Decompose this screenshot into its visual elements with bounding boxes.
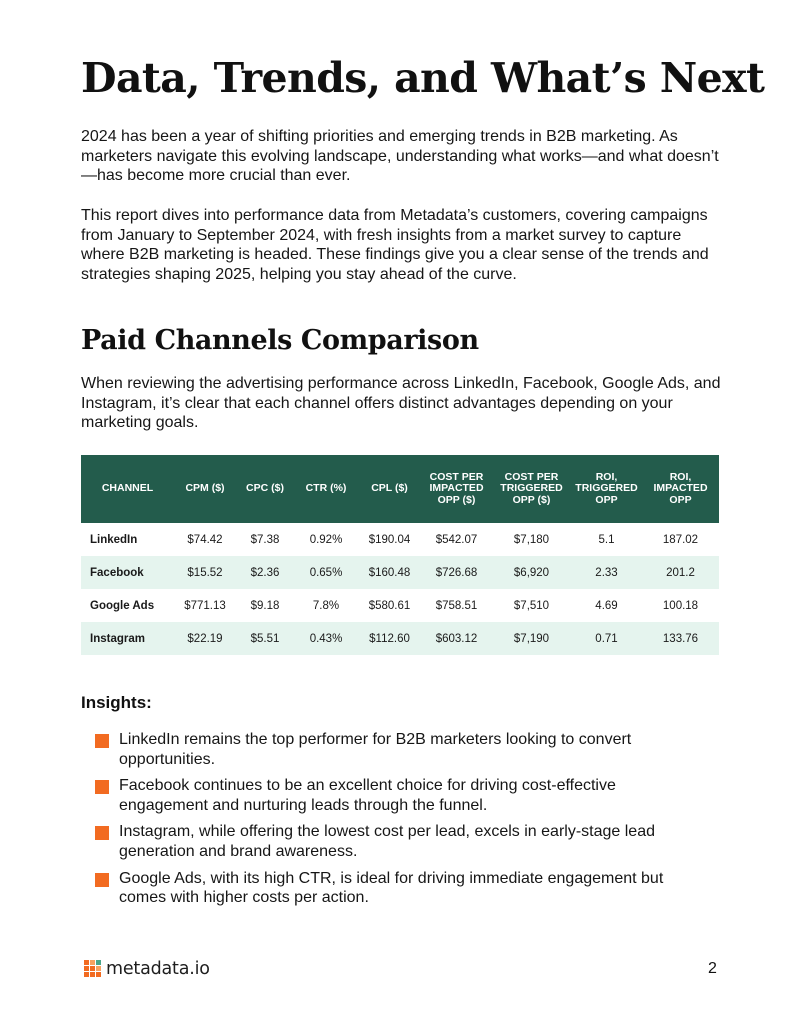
page-title: Data, Trends, and What’s Next xyxy=(81,54,765,102)
table-cell: $726.68 xyxy=(421,556,492,589)
table-header-row xyxy=(81,455,719,523)
table-cell: $7,180 xyxy=(513,533,550,546)
table-cell: 2.33 xyxy=(571,556,642,589)
list-item xyxy=(95,730,695,769)
insight-text: Google Ads, with its high CTR, is ideal for driving immediate engagement but comes with higher costs per action. xyxy=(119,869,664,907)
square-bullet-icon xyxy=(95,734,109,748)
table-cell: $542.07 xyxy=(435,533,478,546)
channel-name: Instagram xyxy=(81,622,174,655)
table-cell: 7.8% xyxy=(312,599,340,612)
channel-name: LinkedIn xyxy=(90,533,138,546)
table-cell: 187.02 xyxy=(662,533,699,546)
table-cell: $6,920 xyxy=(492,556,571,589)
table-cell: $580.61 xyxy=(368,599,411,612)
table-row xyxy=(81,556,719,589)
table-cell: $9.18 xyxy=(250,599,280,612)
table-cell: $758.51 xyxy=(435,599,478,612)
insight-text: Facebook continues to be an excellent choice for driving cost-effective engagement and nurturing leads through the funnel. xyxy=(119,777,616,814)
table-cell: 0.43% xyxy=(294,622,358,655)
paid-channels-table xyxy=(81,455,719,655)
table-cell: 0.71 xyxy=(571,622,642,655)
table-cell: 133.76 xyxy=(642,622,719,655)
column-header: ROI, IMPACTED OPP xyxy=(642,455,719,523)
table-cell: $603.12 xyxy=(421,622,492,655)
section-title: Paid Channels Comparison xyxy=(81,325,479,356)
column-header: CPC ($) xyxy=(236,455,294,523)
table-cell: $5.51 xyxy=(236,622,294,655)
page-number: 2 xyxy=(708,960,717,977)
section-intro: When reviewing the advertising performance across LinkedIn, Facebook, Google Ads, and Instagram, it’s clear that each channel offers distinct advantages depending on your marketing goals. xyxy=(81,375,721,432)
table-row xyxy=(81,622,719,655)
table-cell: 0.65% xyxy=(294,556,358,589)
table-row xyxy=(81,523,719,556)
table-row xyxy=(81,589,719,622)
list-item xyxy=(95,776,695,815)
square-bullet-icon xyxy=(95,873,109,887)
table-cell: $7.38 xyxy=(250,533,280,546)
metadata-grid-icon xyxy=(84,960,102,978)
intro-paragraph-2: This report dives into performance data from Metadata’s customers, covering campaigns from January to September 2024, with fresh insights from a market survey to capture where B2B marketing is headed. These findings give you a clear sense of the trends and strategies shaping 2025, helping you stay ahead of the curve. xyxy=(81,207,709,283)
column-header: COST PER TRIGGERED OPP ($) xyxy=(492,455,571,523)
column-header: CTR (%) xyxy=(294,455,358,523)
table-cell: 100.18 xyxy=(662,599,699,612)
insight-text: Instagram, while offering the lowest cost per lead, excels in early-stage lead generation and brand awareness. xyxy=(119,823,655,860)
table-cell: 0.92% xyxy=(309,533,343,546)
table-cell: $74.42 xyxy=(187,533,223,546)
list-item xyxy=(95,869,695,908)
column-header: CHANNEL xyxy=(81,455,174,523)
column-header: CPL ($) xyxy=(358,455,421,523)
table-cell: $15.52 xyxy=(174,556,236,589)
list-item xyxy=(95,822,695,861)
table-cell: $771.13 xyxy=(184,599,226,612)
table-cell: $7,510 xyxy=(513,599,550,612)
table-cell: $2.36 xyxy=(236,556,294,589)
table-cell: $160.48 xyxy=(358,556,421,589)
insights-list xyxy=(95,730,695,915)
table-cell: 5.1 xyxy=(598,533,615,546)
table-cell: $7,190 xyxy=(492,622,571,655)
table-cell: $22.19 xyxy=(174,622,236,655)
channel-name: Google Ads xyxy=(90,599,155,612)
column-header: CPM ($) xyxy=(174,455,236,523)
channel-name: Facebook xyxy=(81,556,174,589)
square-bullet-icon xyxy=(95,780,109,794)
logo-text: metadata.io xyxy=(106,959,210,979)
metadata-logo xyxy=(84,957,210,981)
table-cell: 4.69 xyxy=(595,599,618,612)
table-cell: $112.60 xyxy=(358,622,421,655)
table-cell: $190.04 xyxy=(368,533,411,546)
square-bullet-icon xyxy=(95,826,109,840)
column-header: COST PER IMPACTED OPP ($) xyxy=(421,455,492,523)
insights-heading: Insights: xyxy=(81,693,152,712)
table-cell: 201.2 xyxy=(642,556,719,589)
column-header: ROI, TRIGGERED OPP xyxy=(571,455,642,523)
intro-paragraph-1: 2024 has been a year of shifting priorities and emerging trends in B2B marketing. As marketers navigate this evolving landscape, understanding what works—and what doesn’t—has become more crucial than ever. xyxy=(81,128,719,185)
insight-text: LinkedIn remains the top performer for B2B marketers looking to convert opportunities. xyxy=(119,731,632,768)
